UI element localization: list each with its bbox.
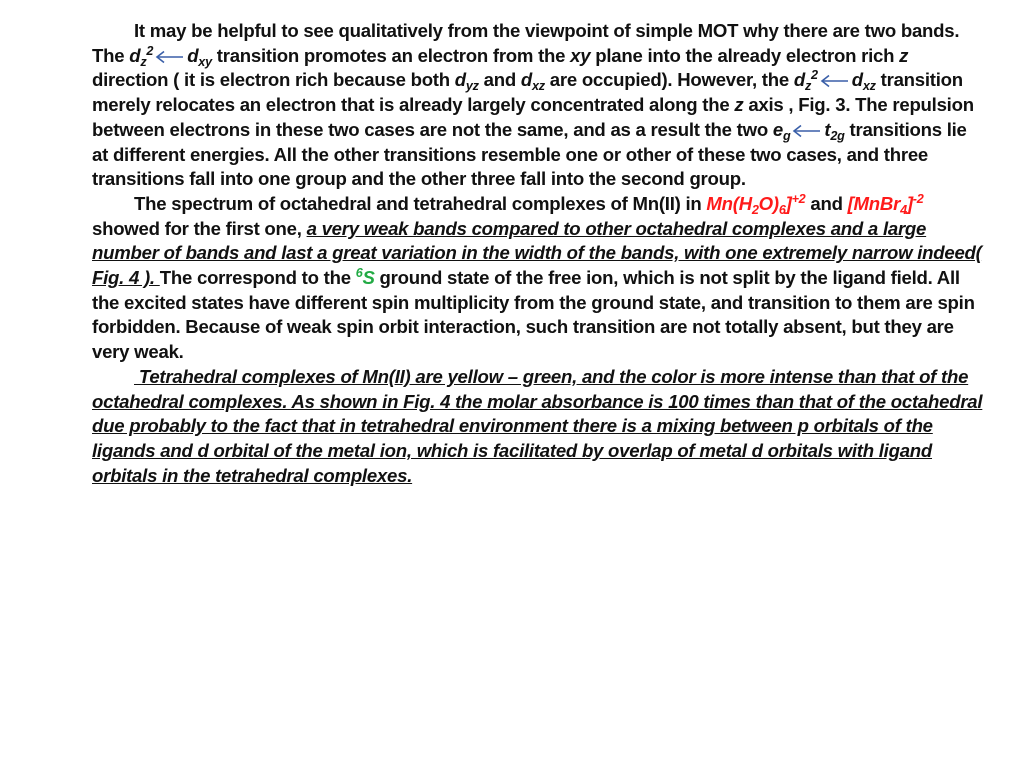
left-arrow-icon [792,124,822,138]
orbital-dxy: $d_{xy}$ [187,44,212,69]
orbital-dz2: $d_z^2$ [129,43,154,69]
term-eg: $e_g$ [772,118,791,143]
left-arrow-icon [155,50,185,64]
paragraph-1: It may be helpful to see qualitatively from the viewpoint of simple MOT why there are two bands. The $d_z^2$ $d_{xy}$ transition promotes an electron from the xy plane into the already electron rich z direction ( it is electron rich because both $d_{yz}$ and $d_{xz}$ are occupied). However, the $d_z^2$ $d_{xz}$ transition merely relocates an electron that is already largely concentrated along the z axis , Fig. 3. The repulsion between electrons in these two cases are not the same, and as a result the two $e_g$ $t_{2g}$ transitions lie at different energies. All the other transitions resemble one or other of these two cases, and three transitions fall into one group and the other three fall into the second group. [92,20,974,190]
paragraph-3 [92,365,984,489]
complex-mnbr4: [MnBr$_4$]$^{-2}$ [847,191,924,217]
left-arrow-icon [820,74,850,88]
orbital-dxz-b: $d_{xz}$ [851,69,876,94]
italic-xy: xy [570,44,591,66]
orbital-dxz: $d_{xz}$ [520,69,545,94]
term-t2g: $t_{2g}$ [824,118,845,143]
orbital-dz2-b: $d_z^2$ [793,68,818,94]
italic-z: z [899,44,909,66]
italic-z-2: z [734,94,744,116]
paragraph-2: The spectrum of octahedral and tetrahedral complexes of Mn(II) in $Mn(H_2O)_6]^{+2}$ and [MnBr$_4$]$^{-2}$ showed for the first one, a very weak bands compared to other octahedral complexes and a large number of bands and last a great variation in the width of the bands, with one extremely narrow indeed( Fig. 4 ). The correspond to the $^6$S ground state of the free ion, which is not split by the ligand field. All the excited states have different spin multiplicity from the ground state, and transition to them are spin forbidden. Because of weak spin orbit interaction, such transition are not totally absent, but they are very weak. [92,191,982,363]
underlined-statement: a very weak bands compared to other octahedral complexes and a large number of bands and last a great variation in the width of the bands, with one extremely narrow indeed( Fig. 4 ). [92,217,982,289]
ground-state-term: $^6$S [355,266,375,289]
complex-mn-h2o6: $Mn(H_2O)_6]^{+2}$ [706,191,806,217]
underlined-paragraph: Tetrahedral complexes of Mn(II) are yellow – green, and the color is more intense than that of the octahedral complexes. As shown in Fig. 4 the molar absorbance is 100 times than that of the octahedral due probably to the fact that in tetrahedral environment there is a mixing between p orbitals of the ligands and d orbital of the metal ion, which is facilitated by overlap of metal d orbitals with ligand orbitals in the tetrahedral complexes. [92,365,983,486]
slide-body [92,19,984,488]
text: It may be helpful to see qualitatively from the viewpoint of simple MOT why there are two bands. The [92,20,960,66]
orbital-dyz: $d_{yz}$ [454,69,479,94]
